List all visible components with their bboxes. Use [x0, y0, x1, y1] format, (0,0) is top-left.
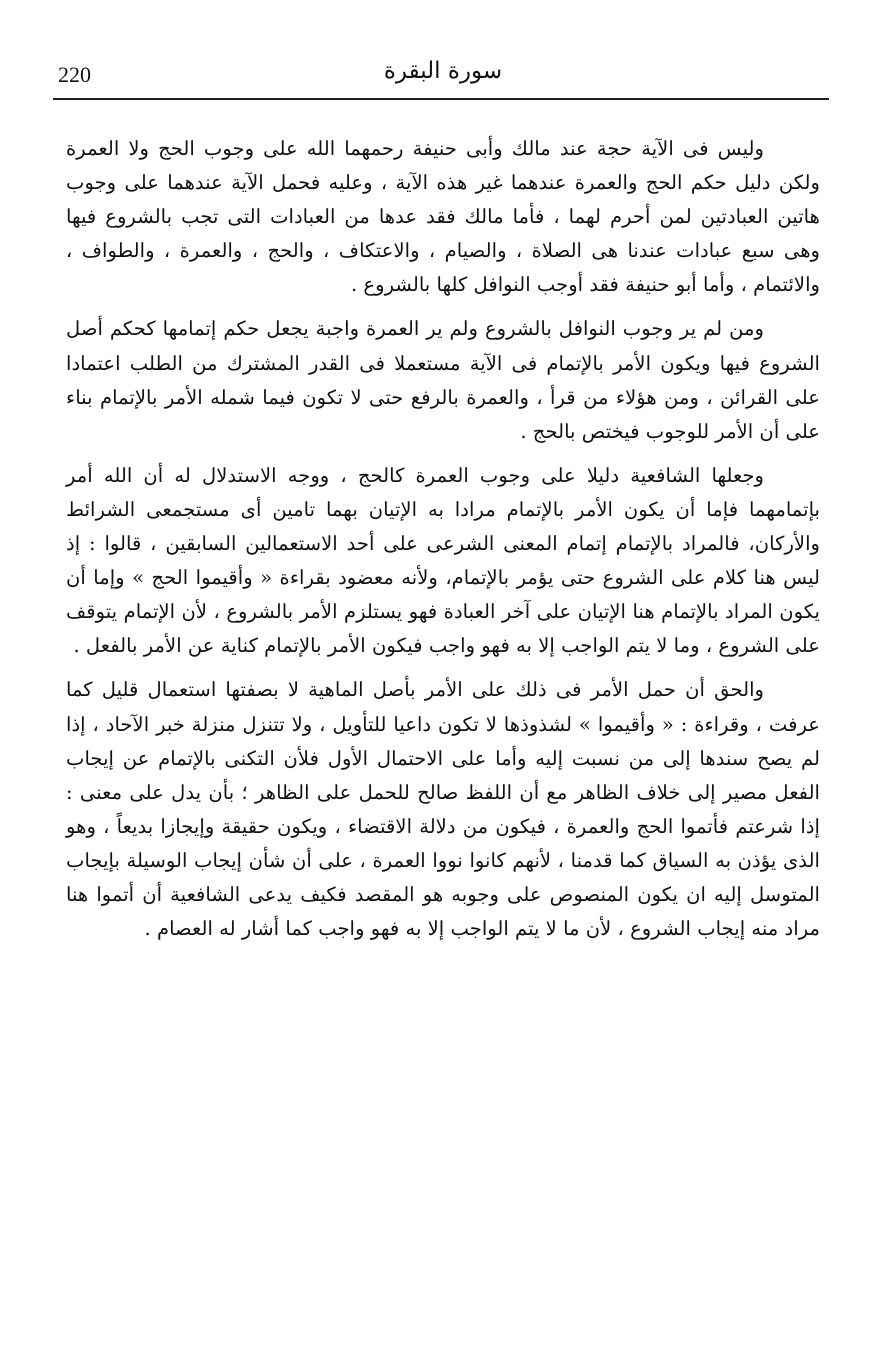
page-header	[58, 58, 828, 98]
page-body	[66, 132, 820, 956]
paragraph-3: وجعلها الشافعية دليلا على وجوب العمرة كالحج ، ووجه الاستدلال له أن الله أمر بإتمامهما فإما أن يكون الأمر بالإتمام مرادا به الإتيان بهما تامين أى مستجمعى الشرائط والأركان، فالمراد بالإتمام إتمام المعنى الشرعى على أحد الاستعمالين السابقين ، قالوا : إذ ليس هنا كلام على الشروع حتى يؤمر بالإتمام، ولأنه معضود بقراءة « وأقيموا الحج » وإما أن يكون المراد بالإتمام هنا الإتيان على آخر العبادة فهو يستلزم الأمر بالشروع ، لأن الإتمام يتوقف على الشروع ، وما لا يتم الواجب إلا به فهو واجب فيكون الأمر بالإتمام كناية عن الأمر بالفعل .	[66, 463, 820, 658]
page-number: 220	[58, 62, 91, 87]
paragraph-1: وليس فى الآية حجة عند مالك وأبى حنيفة رحمهما الله على وجوب الحج ولا العمرة ولكن دليل حكم الحج والعمرة عندهما غير هذه الآية ، وعليه فحمل الآية عندهما على وجوب هاتين العبادتين لمن أحرم لهما ، فأما مالك فقد عدها من العبادات التى تجب بالشروع فيها وهى سبع عبادات عندنا هى الصلاة ، والصيام ، والاعتكاف ، والحج ، والعمرة ، والطواف ، والائتمام ، وأما أبو حنيفة فقد أوجب النوافل كلها بالشروع .	[66, 137, 820, 297]
paragraph-4: والحق أن حمل الأمر فى ذلك على الأمر بأصل الماهية لا بصفتها استعمال قليل كما عرفت ، وقراءة : « وأقيموا » لشذوذها لا تكون داعيا للتأويل ، ولا تتنزل منزلة خبر الآحاد ، إذا لم يصح سندها إلى من نسبت إليه وأما على الاحتمال الأول فلأن التكنى بالإتمام عن إيجاب الفعل مصير إلى خلاف الظاهر مع أن اللفظ صالح للحمل على الظاهر ؛ بأن يدل على معنى : إذا شرعتم فأتموا الحج والعمرة ، فيكون من دلالة الاقتضاء ، ويكون حقيقة وإيجازا بديعاً ، وهو الذى يؤذن به السياق كما قدمنا ، لأنهم كانوا نووا العمرة ، على أن شأن إيجاب الوسيلة بإيجاب المتوسل إليه ان يكون المنصوص على وجوبه هو المقصد فكيف يدعى الشافعية أن أتموا هنا مراد منه إيجاب الشروع ، لأن ما لا يتم الواجب إلا به فهو واجب كما أشار له العصام .	[66, 678, 820, 941]
surah-title: سورة البقرة	[383, 58, 503, 84]
header-rule	[53, 98, 829, 100]
paragraph-2: ومن لم ير وجوب النوافل بالشروع ولم ير العمرة واجبة يجعل حكم إتمامها كحكم أصل الشروع فيها ويكون الأمر بالإتمام فى الآية مستعملا فى القدر المشترك من الطلب اعتمادا على القرائن ، ومن هؤلاء من قرأ ، والعمرة بالرفع حتى لا تكون فيما شمله الأمر بالإتمام بناء على أن الأمر للوجوب فيختص بالحج .	[66, 317, 820, 443]
